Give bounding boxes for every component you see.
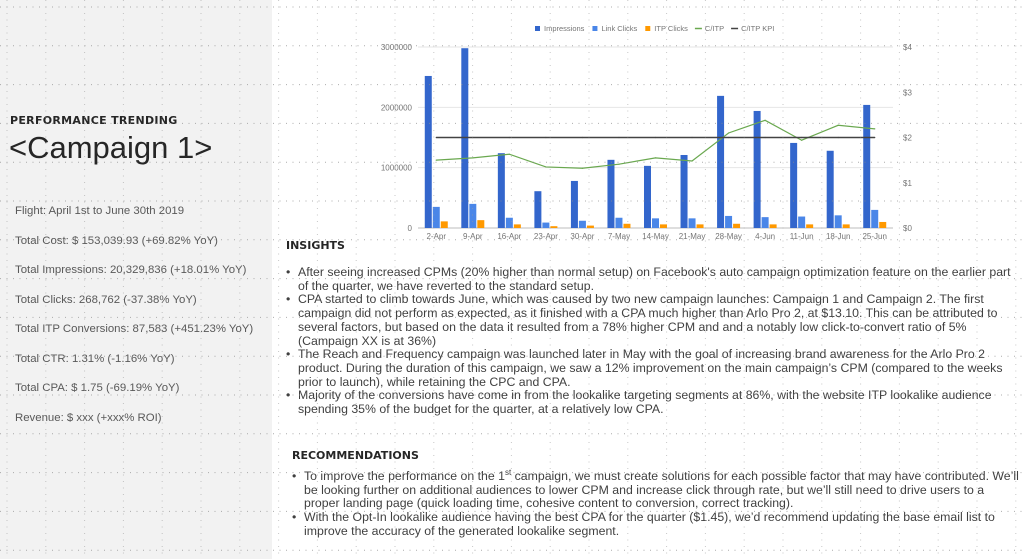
- insight-item: • The Reach and Frequency campaign was launched later in May with the goal of increasing brand awareness for the Arlo Pro 2 product. During the duration of this campaign, we saw a 12% improvement on the main campaign’s CPM (compared to the weeks prior to launch), while retaining the CPC and CPA.: [286, 347, 1003, 389]
- bar-link-clicks: [725, 216, 732, 228]
- recommendations-heading: RECOMMENDATIONS: [292, 449, 419, 462]
- bar-link-clicks: [762, 217, 769, 228]
- y-tick-label: 2000000: [380, 103, 412, 113]
- recommendation-item: • With the Opt-In lookalike audience having the best CPA for the quarter ($1.45), we’d recommend updating the base email list to improve the accuracy of the generated lookalike segment.: [292, 510, 995, 538]
- y-tick-label: 1000000: [380, 163, 412, 173]
- performance-chart: [370, 18, 930, 248]
- point-c-itp-kpi: [838, 137, 839, 138]
- left-axis-ticks: [381, 43, 413, 233]
- bar-link-clicks: [798, 217, 805, 228]
- x-tick-label: 7-May: [607, 232, 631, 241]
- insights-list: [286, 266, 1021, 417]
- y-tick-label: 3000000: [380, 43, 412, 52]
- bar-impressions: [827, 151, 834, 228]
- point-c-itp-kpi: [801, 137, 802, 138]
- bar-itp-clicks: [660, 224, 667, 228]
- stat-total-cpa: Total CPA: $ 1.75 (-69.19% YoY): [15, 382, 180, 394]
- bar-itp-clicks: [587, 226, 594, 228]
- bar-link-clicks: [542, 223, 549, 228]
- bar-impressions: [534, 191, 541, 228]
- x-tick-label: 28-May: [715, 232, 742, 241]
- legend-swatch: [645, 26, 650, 31]
- bar-link-clicks: [469, 204, 476, 228]
- recommendation-item: • To improve the performance on the 1st campaign, we must create solutions for each possible factor that may have contributed. We’ll be looking further on additional audiences to lower CPM and increase click through rate, but we’ll still need to drive users to a proper landing page (quick loading time, cohesive content to conversion, correct tracking).: [292, 467, 1019, 511]
- bar-impressions: [754, 111, 761, 228]
- point-c-itp: [582, 168, 583, 169]
- bar-impressions: [644, 166, 651, 228]
- bar-itp-clicks: [441, 221, 448, 228]
- point-c-itp-kpi: [472, 137, 473, 138]
- point-c-itp-kpi: [874, 137, 875, 138]
- point-c-itp-kpi: [509, 137, 510, 138]
- bar-link-clicks: [615, 218, 622, 228]
- point-c-itp: [509, 154, 510, 155]
- insight-item: • Majority of the conversions have come in from the lookalike targeting segments at 86%, with the website ITP lookalike audience spending 35% of the budget for the quarter, at a relatively low CPA.: [286, 388, 992, 417]
- bullet-icon: •: [292, 510, 297, 525]
- x-tick-label: 23-Apr: [533, 232, 558, 241]
- point-c-itp: [728, 132, 729, 133]
- legend-swatch: [535, 26, 540, 31]
- right-axis-ticks: [903, 43, 912, 233]
- bar-impressions: [425, 76, 432, 228]
- x-tick-label: 2-Apr: [426, 232, 447, 241]
- y2-tick-label: $1: [903, 178, 912, 188]
- x-tick-label: 16-Apr: [497, 232, 522, 241]
- y2-tick-label: $2: [903, 133, 912, 143]
- point-c-itp: [472, 157, 473, 158]
- point-c-itp: [801, 140, 802, 141]
- bar-link-clicks: [835, 215, 842, 228]
- x-tick-label: 9-Apr: [463, 232, 483, 241]
- x-tick-label: 14-May: [642, 232, 669, 241]
- x-tick-label: 30-Apr: [570, 232, 595, 241]
- stat-total-clicks: Total Clicks: 268,762 (-37.38% YoY): [15, 293, 197, 306]
- legend-label: C/ITP KPI: [741, 24, 775, 33]
- bar-impressions: [607, 160, 614, 228]
- x-tick-label: 11-Jun: [789, 232, 814, 241]
- bar-link-clicks: [579, 221, 586, 228]
- stat-total-itp-conversions: Total ITP Conversions: 87,583 (+451.23% YoY): [15, 323, 254, 335]
- bar-link-clicks: [506, 218, 513, 228]
- x-tick-label: 25-Jun: [862, 232, 887, 241]
- section-kicker: PERFORMANCE TRENDING: [10, 114, 178, 127]
- bullet-icon: •: [286, 388, 291, 403]
- bar-itp-clicks: [623, 224, 630, 228]
- y2-tick-label: $4: [903, 43, 912, 52]
- insights-heading: INSIGHTS: [286, 239, 345, 252]
- stat-flight: Flight: April 1st to June 30th 2019: [15, 205, 185, 217]
- bullet-icon: •: [286, 265, 291, 279]
- bullet-icon: •: [286, 292, 291, 307]
- bar-itp-clicks: [843, 224, 850, 228]
- legend-label: ITP Clicks: [654, 24, 688, 33]
- stat-total-impressions: Total Impressions: 20,329,836 (+18.01% YoY): [15, 264, 247, 276]
- stats-list: [15, 203, 253, 439]
- insight-item: • CPA started to climb towards June, which was caused by two new campaign launches: Campaign 1 and Campaign 2. The first campaign did not perform as expected, as it finished with a CPA much higher than Arlo Pro 2, at $13.10. This can be attributed to several factors, but based on the data it resulted from a 78% higher CPM and and a notably low click-to-convert ratio of 5% (Campaign XX is at 36%): [286, 292, 998, 348]
- legend-label: Impressions: [544, 24, 585, 33]
- chart-legend: [535, 24, 774, 33]
- point-c-itp-kpi: [691, 137, 692, 138]
- bar-link-clicks: [689, 218, 696, 228]
- legend-label: Link Clicks: [601, 24, 638, 33]
- bar-itp-clicks: [514, 224, 521, 228]
- x-tick-label: 18-Jun: [825, 232, 851, 241]
- point-c-itp-kpi: [436, 137, 437, 138]
- point-c-itp-kpi: [618, 137, 619, 138]
- recommendations-list: [292, 467, 1022, 539]
- bar-itp-clicks: [550, 226, 557, 228]
- legend-label: C/ITP: [704, 24, 725, 33]
- stat-total-ctr: Total CTR: 1.31% (-1.16% YoY): [15, 352, 175, 365]
- stat-revenue: Revenue: $ xxx (+xxx% ROI): [15, 411, 162, 424]
- bullet-icon: •: [286, 347, 291, 362]
- point-c-itp: [765, 120, 766, 121]
- bar-itp-clicks: [477, 220, 484, 228]
- bar-impressions: [681, 155, 688, 228]
- bullet-icon: •: [292, 469, 297, 483]
- bar-itp-clicks: [879, 222, 886, 228]
- y2-tick-label: $3: [903, 88, 912, 98]
- bar-itp-clicks: [806, 224, 813, 228]
- point-c-itp: [436, 160, 437, 161]
- bar-itp-clicks: [697, 224, 704, 228]
- x-tick-label: 21-May: [678, 232, 706, 241]
- point-c-itp: [655, 157, 656, 158]
- bar-impressions: [498, 153, 505, 228]
- bar-link-clicks: [871, 210, 878, 228]
- point-c-itp: [691, 160, 692, 161]
- bar-impressions: [863, 105, 870, 228]
- campaign-title: <Campaign 1>: [9, 130, 213, 165]
- insight-item: • After seeing increased CPMs (20% higher than normal setup) on Facebook's auto campaign optimization feature on the earlier part of the quarter, we have reverted to the standard setup.: [286, 265, 1011, 293]
- x-tick-label: 4-Jun: [755, 232, 776, 241]
- bar-impressions: [717, 96, 724, 228]
- y-tick-label: 0: [407, 224, 412, 233]
- bar-impressions: [571, 181, 578, 228]
- bar-link-clicks: [433, 207, 440, 228]
- point-c-itp-kpi: [582, 137, 583, 138]
- bar-itp-clicks: [733, 224, 740, 228]
- point-c-itp: [545, 166, 546, 167]
- stat-total-cost: Total Cost: $ 153,039.93 (+69.82% YoY): [15, 234, 218, 247]
- point-c-itp: [838, 125, 839, 126]
- bar-impressions: [790, 143, 797, 228]
- point-c-itp-kpi: [655, 137, 656, 138]
- legend-swatch: [592, 26, 597, 31]
- point-c-itp: [618, 164, 619, 165]
- point-c-itp-kpi: [728, 137, 729, 138]
- point-c-itp: [874, 128, 875, 129]
- point-c-itp-kpi: [545, 137, 546, 138]
- x-axis-ticks: [426, 232, 886, 241]
- bar-link-clicks: [652, 218, 659, 228]
- bar-itp-clicks: [770, 224, 777, 228]
- y2-tick-label: $0: [903, 224, 912, 233]
- point-c-itp-kpi: [765, 137, 766, 138]
